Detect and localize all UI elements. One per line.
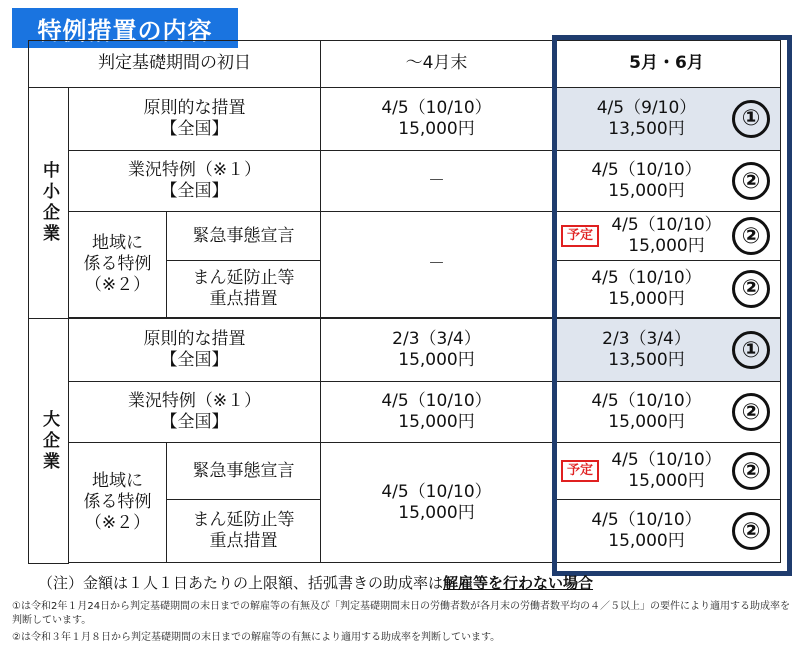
prevention-label: まん延防止等 重点措置 bbox=[167, 500, 321, 563]
after-value: 4/5（10/10） 15,000円 ② bbox=[553, 150, 781, 211]
footnote-2: ②は令和３年１月８日から判定基礎期間の末日までの解雇等の有無により適用する助成率を判断しています。 bbox=[12, 632, 501, 643]
before-value: 4/5（10/10） 15,000円 bbox=[321, 443, 553, 563]
after-value: 4/5（10/10） 15,000円 ② bbox=[553, 382, 781, 443]
row-label: 業況特例（※１） 【全国】 bbox=[69, 150, 321, 211]
before-value: 4/5（10/10） 15,000円 bbox=[321, 382, 553, 443]
regional-label: 地域に 係る特例 （※２） bbox=[69, 212, 167, 318]
before-value: 2/3（3/4） 15,000円 bbox=[321, 319, 553, 382]
category-large: 大企業 bbox=[29, 319, 69, 564]
prevention-label: まん延防止等 重点措置 bbox=[167, 260, 321, 317]
after-value: 予定 4/5（10/10） 15,000円 ② bbox=[553, 443, 781, 500]
table-row bbox=[29, 382, 781, 443]
circled-number-icon: ① bbox=[732, 331, 770, 369]
emergency-label: 緊急事態宣言 bbox=[167, 212, 321, 261]
main-note: （注）金額は１人１日あたりの上限額、括弧書きの助成率は解雇等を行わない場合 bbox=[38, 574, 594, 592]
circled-number-icon: ② bbox=[732, 217, 770, 255]
row-label: 業況特例（※１） 【全国】 bbox=[69, 382, 321, 443]
table-row bbox=[29, 87, 781, 150]
after-value: 4/5（10/10） 15,000円 ② bbox=[553, 500, 781, 563]
table-row bbox=[29, 150, 781, 211]
after-value: 2/3（3/4） 13,500円 ① bbox=[553, 319, 781, 382]
col-before-header: ～4月末 bbox=[321, 41, 553, 88]
before-value: － bbox=[321, 212, 553, 318]
subsidy-table bbox=[28, 40, 781, 564]
row-label: 原則的な措置 【全国】 bbox=[69, 319, 321, 382]
before-value: － bbox=[321, 150, 553, 211]
circled-number-icon: ② bbox=[732, 452, 770, 490]
circled-number-icon: ① bbox=[732, 100, 770, 138]
underlined-condition: 解雇等を行わない場合 bbox=[443, 574, 594, 592]
circled-number-icon: ② bbox=[732, 393, 770, 431]
emergency-label: 緊急事態宣言 bbox=[167, 443, 321, 500]
after-value: 4/5（9/10） 13,500円 ① bbox=[553, 87, 781, 150]
table-header-row bbox=[29, 41, 781, 88]
footnote-1: ①は令和2年１月24日から判定基礎期間の末日までの解雇等の有無及び「判定基礎期間末日の労働者数が各月末の労働者数平均の４／５以上」の要件により適用する助成率を判断しています。 bbox=[12, 601, 791, 626]
period-label: 判定基礎期間の初日 bbox=[29, 41, 321, 88]
circled-number-icon: ② bbox=[732, 162, 770, 200]
category-sme: 中小企業 bbox=[29, 87, 69, 318]
circled-number-icon: ② bbox=[732, 270, 770, 308]
row-label: 原則的な措置 【全国】 bbox=[69, 87, 321, 150]
table-row bbox=[29, 443, 781, 500]
after-value: 予定 4/5（10/10） 15,000円 ② bbox=[553, 212, 781, 261]
after-value: 4/5（10/10） 15,000円 ② bbox=[553, 260, 781, 317]
page-title: 特例措置の内容 bbox=[12, 8, 238, 48]
scheduled-badge: 予定 bbox=[561, 225, 599, 247]
circled-number-icon: ② bbox=[732, 512, 770, 550]
before-value: 4/5（10/10） 15,000円 bbox=[321, 87, 553, 150]
table-row bbox=[29, 319, 781, 382]
scheduled-badge: 予定 bbox=[561, 460, 599, 482]
col-after-header: 5月・6月 bbox=[553, 41, 781, 88]
table-row bbox=[29, 212, 781, 261]
regional-label: 地域に 係る特例 （※２） bbox=[69, 443, 167, 563]
